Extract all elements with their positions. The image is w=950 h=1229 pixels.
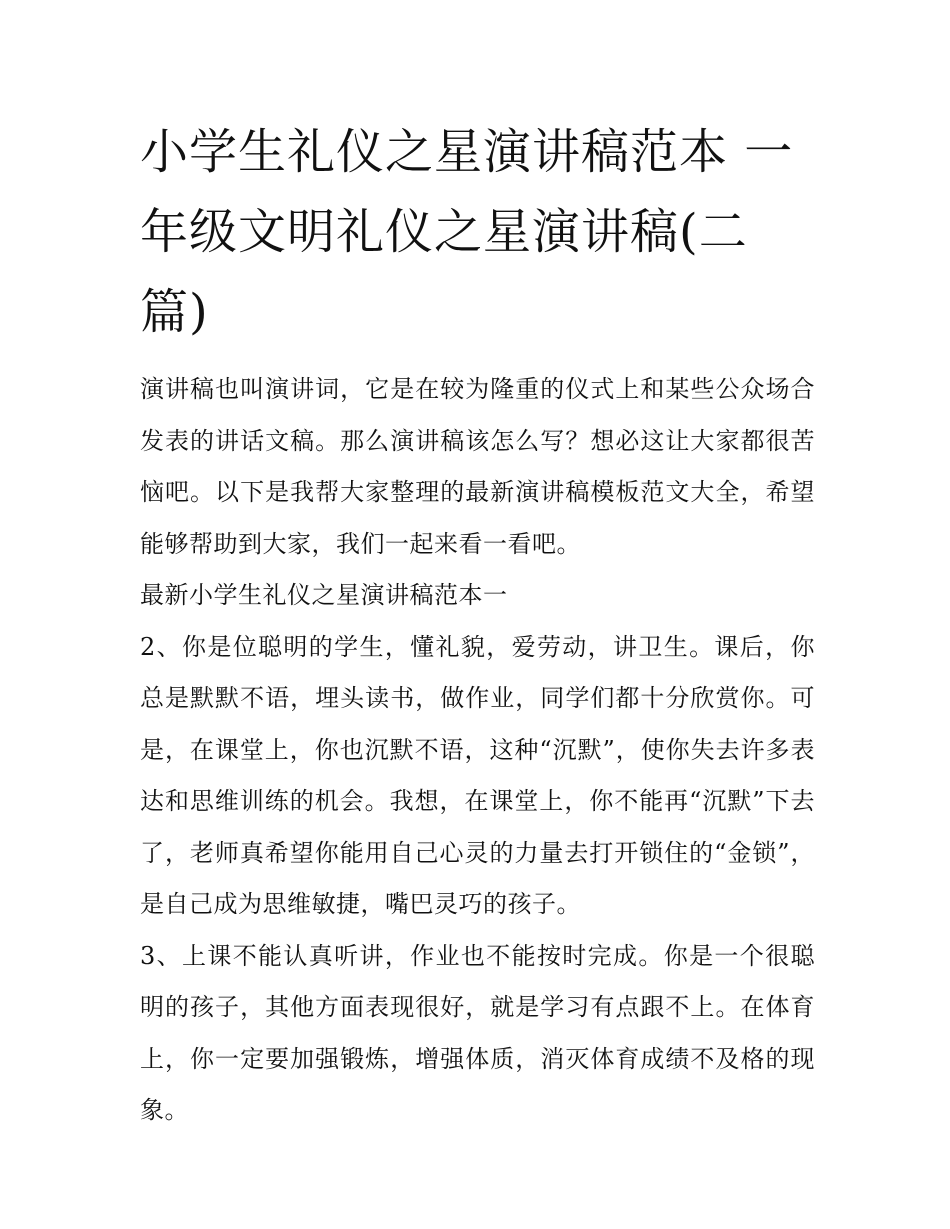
- document-title: 小学生礼仪之星演讲稿范本 一年级文明礼仪之星演讲稿(二篇): [140, 124, 794, 340]
- document-page: [140, 112, 815, 1137]
- paragraph-item-2: 2、你是位聪明的学生，懂礼貌，爱劳动，讲卫生。课后，你总是默默不语，埋头读书，做作业，同学们都十分欣赏你。可是，在课堂上，你也沉默不语，这种“沉默”，使你失去许多表达和思维训练的机会。我想，在课堂上，你不能再“沉默”下去了，老师真希望你能用自己心灵的力量去打开锁住的“金锁”，是自己成为思维敏捷，嘴巴灵巧的孩子。: [140, 632, 815, 918]
- document-body: [140, 364, 815, 1137]
- section-heading: 最新小学生礼仪之星演讲稿范本一: [140, 581, 508, 609]
- paragraph-item-3: 3、上课不能认真听讲，作业也不能按时完成。你是一个很聪明的孩子，其他方面表现很好，就是学习有点跟不上。在体育上，你一定要加强锻炼，增强体质，消灭体育成绩不及格的现象。: [140, 941, 815, 1124]
- intro-paragraph: 演讲稿也叫演讲词，它是在较为隆重的仪式上和某些公众场合发表的讲话文稿。那么演讲稿该怎么写？想必这让大家都很苦恼吧。以下是我帮大家整理的最新演讲稿模板范文大全，希望能够帮助到大家，我们一起来看一看吧。: [140, 375, 815, 558]
